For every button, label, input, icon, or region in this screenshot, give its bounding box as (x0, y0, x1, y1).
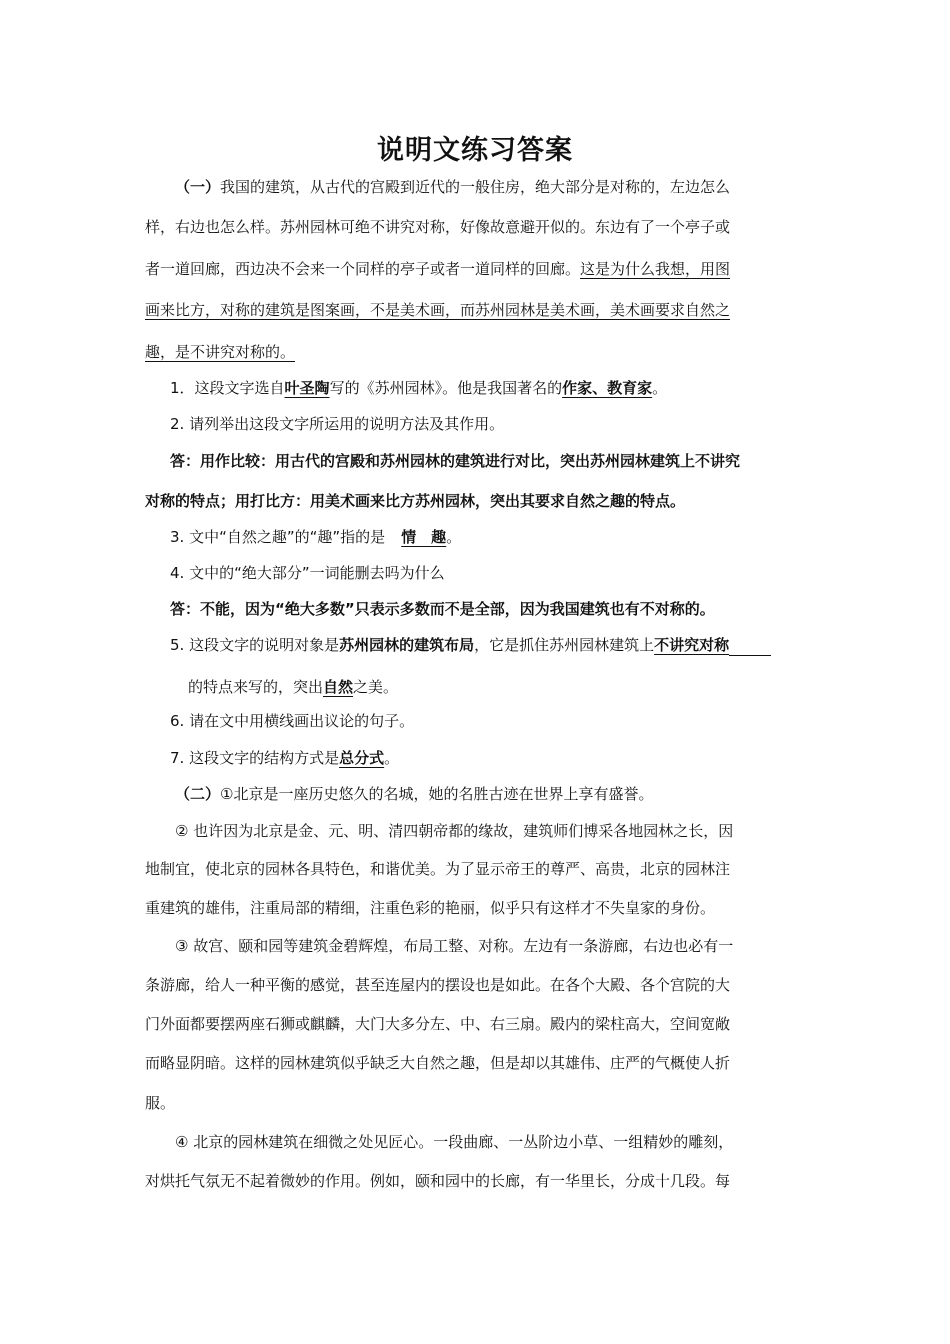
section2-paragraph-line: 门外面都要摆两座石狮或麒麟，大门大多分左、中、右三扇。殿内的梁柱高大，空间宽敞 (145, 1015, 731, 1033)
section2-paragraph-line (175, 783, 653, 805)
text: 。 (446, 528, 462, 546)
page-title: 说明文练习答案 (377, 135, 573, 166)
section2-paragraph-line: 服。 (145, 1094, 176, 1112)
question-5-cont (188, 676, 398, 698)
text: 。 (652, 379, 668, 397)
section2-paragraph-line: ② 也许因为北京是金、元、明、清四朝帝都的缘故，建筑师们博采各地园林之长，因 (175, 822, 734, 840)
answer-beauty: 自然 (323, 678, 354, 696)
answer-object: 苏州园林的建筑布局 (339, 636, 475, 654)
argument-sentence: 画来比方，对称的建筑是图案画，不是美术画，而苏州园林是美术画，美术画要求自然之 (145, 301, 731, 319)
text: 1．这段文字选自 (170, 379, 285, 397)
question-4: 4. 文中的“绝大部分”一词能删去吗为什么 (170, 564, 445, 582)
section2-paragraph-line: 而略显阴暗。这样的园林建筑似乎缺乏大自然之趣，但是却以其雄伟、庄严的气概使人折 (145, 1054, 731, 1072)
text: 7. 这段文字的结构方式是 (170, 749, 340, 767)
answer-feature: 不讲究对称 (654, 636, 730, 654)
section1-paragraph-line (145, 341, 295, 363)
answer-4: 答：不能，因为“绝大多数”只表示多数而不是全部，因为我国建筑也有不对称的。 (170, 600, 715, 618)
section2-paragraph-line: 对烘托气氛无不起着微妙的作用。例如，颐和园中的长廊，有一华里长，分成十几段。每 (145, 1172, 731, 1190)
blank-underline (729, 639, 771, 656)
text: 的特点来写的，突出 (188, 678, 324, 696)
question-6: 6. 请在文中用横线画出议论的句子。 (170, 712, 415, 730)
section2-paragraph-line: 条游廊，给人一种平衡的感觉，甚至连屋内的摆设也是如此。在各个大殿、各个宫院的大 (145, 976, 731, 994)
question-1 (170, 377, 667, 399)
answer-2: 对称的特点；用打比方：用美术画来比方苏州园林，突出其要求自然之趣的特点。 (145, 492, 686, 510)
section1-paragraph-line (145, 258, 730, 280)
text: ，它是抓住苏州园林建筑上 (474, 636, 655, 654)
section1-paragraph-line: 样，右边也怎么样。苏州园林可绝不讲究对称，好像故意避开似的。东边有了一个亭子或 (145, 218, 731, 236)
section2-heading: （二） (175, 785, 221, 803)
section2-paragraph-line: ③ 故宫、颐和园等建筑金碧辉煌，布局工整、对称。左边有一条游廊，右边也必有一 (175, 937, 734, 955)
answer-author: 叶圣陶 (284, 379, 330, 397)
text: 5. 这段文字的说明对象是 (170, 636, 340, 654)
question-2: 2. 请列举出这段文字所运用的说明方法及其作用。 (170, 415, 505, 433)
question-7 (170, 747, 399, 769)
section1-heading: （一） (175, 178, 221, 196)
section1-paragraph-line (175, 176, 730, 198)
text: 3. 文中“自然之趣”的“趣”指的是 (170, 528, 386, 546)
section2-paragraph-line: 重建筑的雄伟，注重局部的精细，注重色彩的艳丽，似乎只有这样才不失皇家的身份。 (145, 899, 716, 917)
text: 写的《苏州园林》。他是我国著名的 (329, 379, 563, 397)
text: 。 (384, 749, 400, 767)
argument-sentence: 趣，是不讲究对称的。 (145, 343, 296, 361)
section2-paragraph-line: ④ 北京的园林建筑在细微之处见匠心。一段曲廊、一丛阶边小草、一组精妙的雕刻， (175, 1133, 734, 1151)
section2-paragraph-line: 地制宜，使北京的园林各具特色，和谐优美。为了显示帝王的尊严、高贵，北京的园林注 (145, 860, 731, 878)
text: ①北京是一座历史悠久的名城，她的名胜古迹在世界上享有盛誉。 (220, 785, 654, 803)
text: 之美。 (353, 678, 399, 696)
text: 我国的建筑，从古代的宫殿到近代的一般住房，绝大部分是对称的，左边怎么 (220, 178, 731, 196)
answer-identity: 作家、教育家 (562, 379, 653, 397)
answer-2: 答：用作比较：用古代的宫殿和苏州园林的建筑进行对比，突出苏州园林建筑上不讲究 (170, 452, 741, 470)
question-5 (170, 634, 771, 656)
question-3 (170, 526, 461, 548)
argument-sentence: 这是为什么我想，用图 (580, 260, 731, 278)
answer-structure: 总分式 (339, 749, 385, 767)
text: 者一道回廊，西边决不会来一个同样的亭子或者一道同样的回廊。 (145, 260, 581, 278)
answer-3: 情 趣 (401, 528, 447, 546)
